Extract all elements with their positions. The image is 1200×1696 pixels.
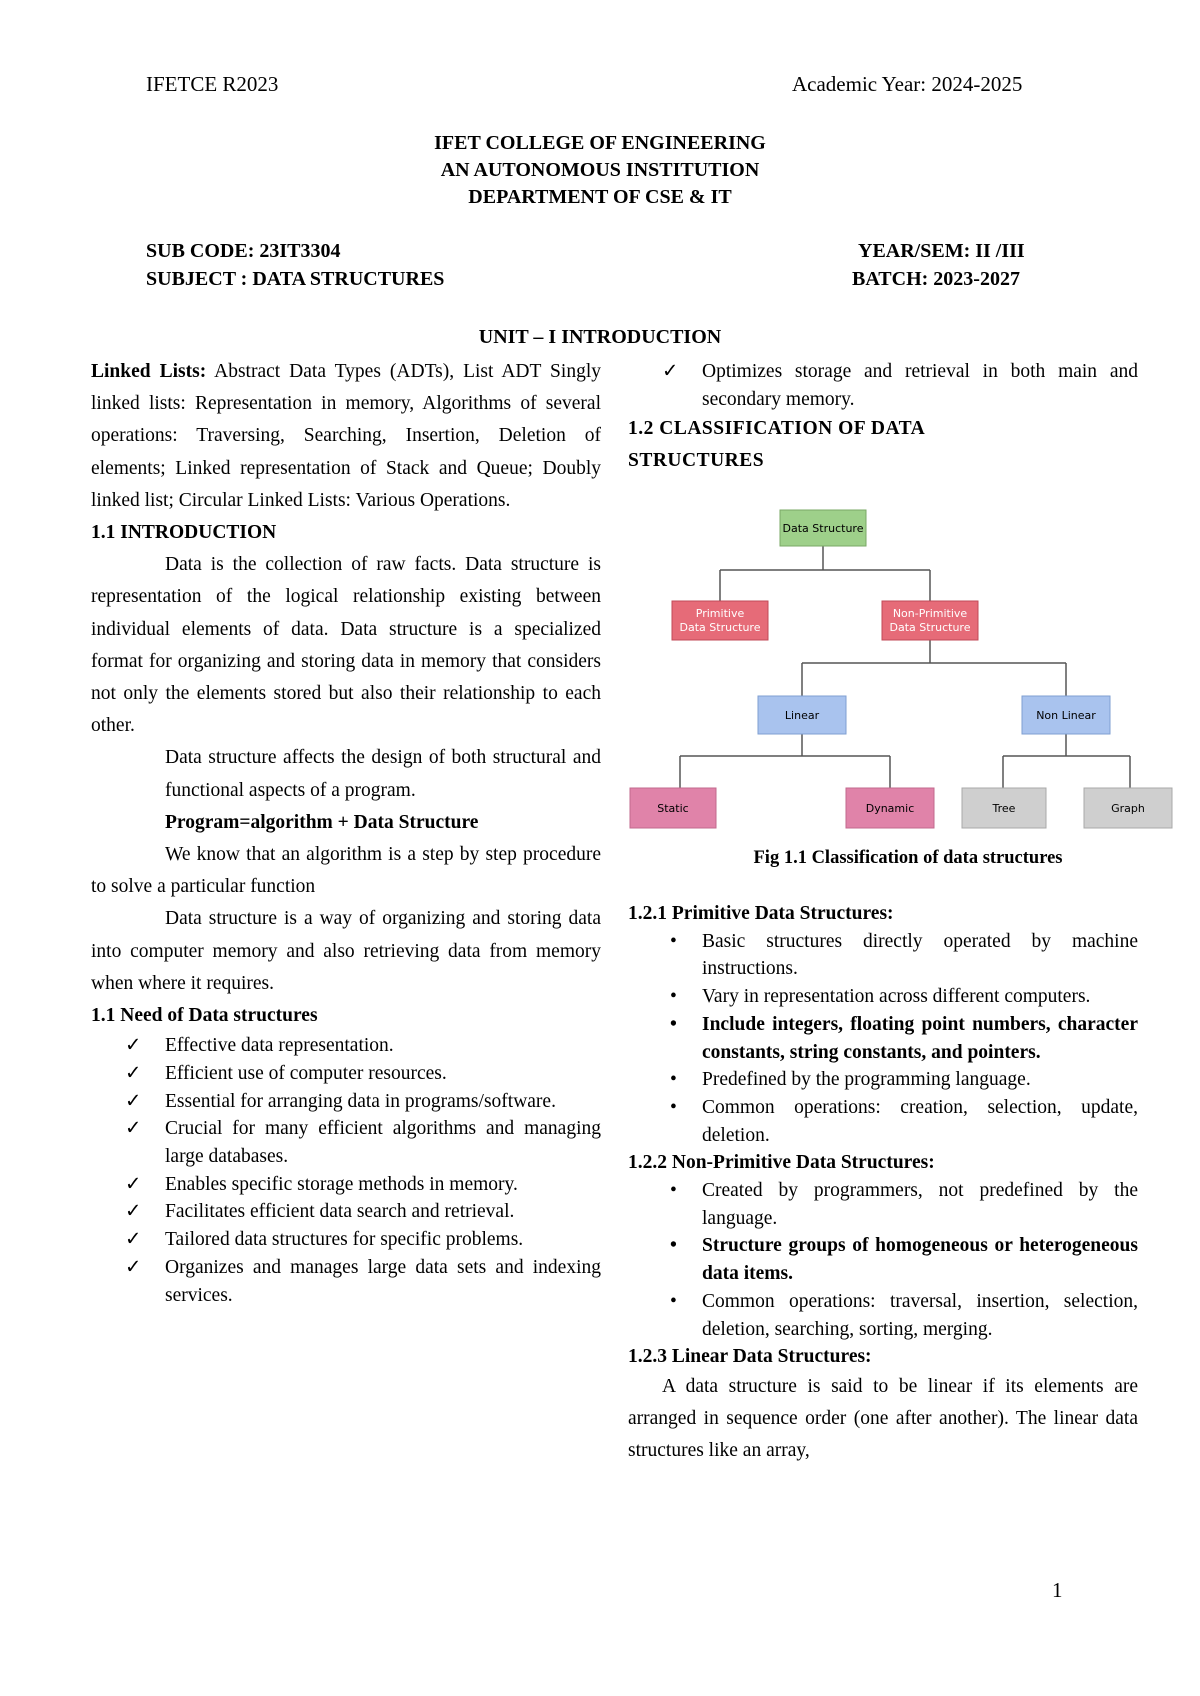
header-right: Academic Year: 2024-2025: [792, 72, 1023, 96]
list-item: • Predefined by the programming language.: [628, 1066, 1138, 1094]
node-non-primitive-label-2: Data Structure: [889, 621, 971, 634]
list-item: ✓ Optimizes storage and retrieval in both main and secondary memory.: [628, 358, 1138, 413]
intro-heading: 1.1 INTRODUCTION: [91, 522, 277, 544]
list-item: • Vary in representation across different computers.: [628, 983, 1138, 1011]
list-item: ✓ Facilitates efficient data search and retrieval.: [91, 1198, 601, 1226]
nonprimitive-heading: 1.2.2 Non-Primitive Data Structures:: [628, 1152, 935, 1174]
need-list: [91, 1032, 601, 1309]
list-item: ✓ Organizes and manages large data sets and indexing services.: [91, 1254, 601, 1309]
node-static-label: Static: [657, 802, 689, 815]
bullet-icon: •: [670, 1180, 677, 1202]
diagram-connectors: [680, 546, 1130, 788]
node-dynamic-label: Dynamic: [865, 802, 915, 815]
unit-title: UNIT – I INTRODUCTION: [478, 326, 722, 348]
check-icon: ✓: [125, 1090, 142, 1112]
bullet-icon: •: [670, 1013, 677, 1035]
need-heading: 1.1 Need of Data structures: [91, 1005, 318, 1027]
check-icon: ✓: [125, 1035, 142, 1057]
nonprimitive-list: [628, 1177, 1138, 1343]
intro-paragraph-4: Data structure is a way of organizing and storing data into computer memory and also retrieving data from memory when where it requires.: [91, 908, 601, 994]
bullet-icon: •: [670, 1290, 677, 1312]
check-icon: ✓: [125, 1173, 142, 1195]
bullet-icon: •: [670, 1069, 677, 1091]
institution-type: AN AUTONOMOUS INSTITUTION: [440, 159, 760, 181]
syllabus-label: Linked Lists:: [91, 361, 207, 382]
check-icon: ✓: [125, 1118, 142, 1140]
list-item: • Include integers, floating point numbers, character constants, string constants, and pointers.: [628, 1011, 1138, 1066]
primitive-list: [628, 928, 1138, 1150]
node-tree-label: Tree: [992, 802, 1016, 815]
intro-paragraph-3: We know that an algorithm is a step by step procedure to solve a particular function: [91, 844, 601, 898]
right-column-bottom: [628, 900, 1138, 1468]
primitive-heading: 1.2.1 Primitive Data Structures:: [628, 903, 894, 924]
list-item: • Common operations: traversal, insertion, selection, deletion, searching, sorting, merging.: [628, 1288, 1138, 1343]
check-icon: ✓: [125, 1229, 142, 1251]
sub-code: SUB CODE: 23IT3304: [146, 240, 341, 262]
department-name: DEPARTMENT OF CSE & IT: [468, 186, 732, 208]
institution-name: IFET COLLEGE OF ENGINEERING: [434, 132, 766, 154]
figure-caption: Fig 1.1 Classification of data structures: [753, 848, 1063, 868]
linear-heading: 1.2.3 Linear Data Structures:: [628, 1346, 872, 1368]
list-item: • Created by programmers, not predefined by the language.: [628, 1177, 1138, 1232]
list-item: ✓ Enables specific storage methods in memory.: [91, 1171, 601, 1199]
list-item: ✓ Efficient use of computer resources.: [91, 1060, 601, 1088]
linear-paragraph: A data structure is said to be linear if its elements are arranged in sequence order (one after another). The linear data structures like an array,: [628, 1375, 1138, 1462]
check-icon: ✓: [125, 1062, 142, 1084]
node-non-primitive-label-1: Non-Primitive: [892, 607, 968, 620]
classification-heading: 1.2 CLASSIFICATION OF DATA STRUCTURES: [628, 418, 925, 472]
bullet-icon: •: [670, 1096, 677, 1118]
bullet-icon: •: [670, 986, 677, 1008]
node-graph-label: Graph: [1111, 802, 1145, 815]
intro-paragraph-1: Data is the collection of raw facts. Data structure is representation of the logical relationship existing between individual elements of data. Data structure is a specialized format for organizing and storing data in memory that considers not only the elements stored but also their relationship to each other.: [91, 554, 601, 737]
need-list-continued: [628, 358, 1138, 413]
syllabus: [91, 356, 601, 517]
list-item: • Structure groups of homogeneous or heterogeneous data items.: [628, 1232, 1138, 1287]
intro-paragraph-2: Data structure affects the design of both structural and functional aspects of a program.: [165, 747, 601, 801]
node-non-linear-label: Non Linear: [1036, 709, 1096, 722]
syllabus-text: Abstract Data Types (ADTs), List ADT Singly linked lists: Representation in memory, Algorithms of several operations: Traversing, Searching, Insertion, Deletion of elements; Linked representation of Stack and Queue; Doubly linked list; Circular Linked Lists: Various Operations.: [91, 361, 601, 511]
list-item: • Common operations: creation, selection, update, deletion.: [628, 1094, 1138, 1149]
node-primitive-label-2: Data Structure: [679, 621, 761, 634]
node-primitive-label-1: Primitive: [695, 607, 745, 620]
year-sem: YEAR/SEM: II /III: [858, 240, 1025, 262]
bullet-icon: •: [670, 930, 677, 952]
list-item: ✓ Crucial for many efficient algorithms and managing large databases.: [91, 1115, 601, 1170]
page-number: 1: [1052, 1578, 1063, 1602]
header-left: IFETCE R2023: [146, 72, 279, 96]
list-item: ✓ Effective data representation.: [91, 1032, 601, 1060]
list-item: • Basic structures directly operated by machine instructions.: [628, 928, 1138, 983]
list-item: ✓ Essential for arranging data in programs/software.: [91, 1088, 601, 1116]
batch: BATCH: 2023-2027: [852, 268, 1020, 290]
check-icon: ✓: [125, 1201, 142, 1223]
subject: SUBJECT : DATA STRUCTURES: [146, 268, 445, 290]
bullet-icon: •: [670, 1235, 677, 1257]
left-column: [91, 356, 601, 1309]
right-column-top: [628, 358, 1138, 477]
check-icon: ✓: [125, 1256, 142, 1278]
node-linear-label: Linear: [784, 709, 820, 722]
formula: Program=algorithm + Data Structure: [165, 811, 479, 833]
classification-diagram: [628, 500, 1188, 840]
check-icon: ✓: [662, 361, 679, 382]
institution-block: [0, 130, 1200, 211]
list-item: ✓ Tailored data structures for specific problems.: [91, 1226, 601, 1254]
node-data-structure-label: Data Structure: [782, 522, 864, 535]
